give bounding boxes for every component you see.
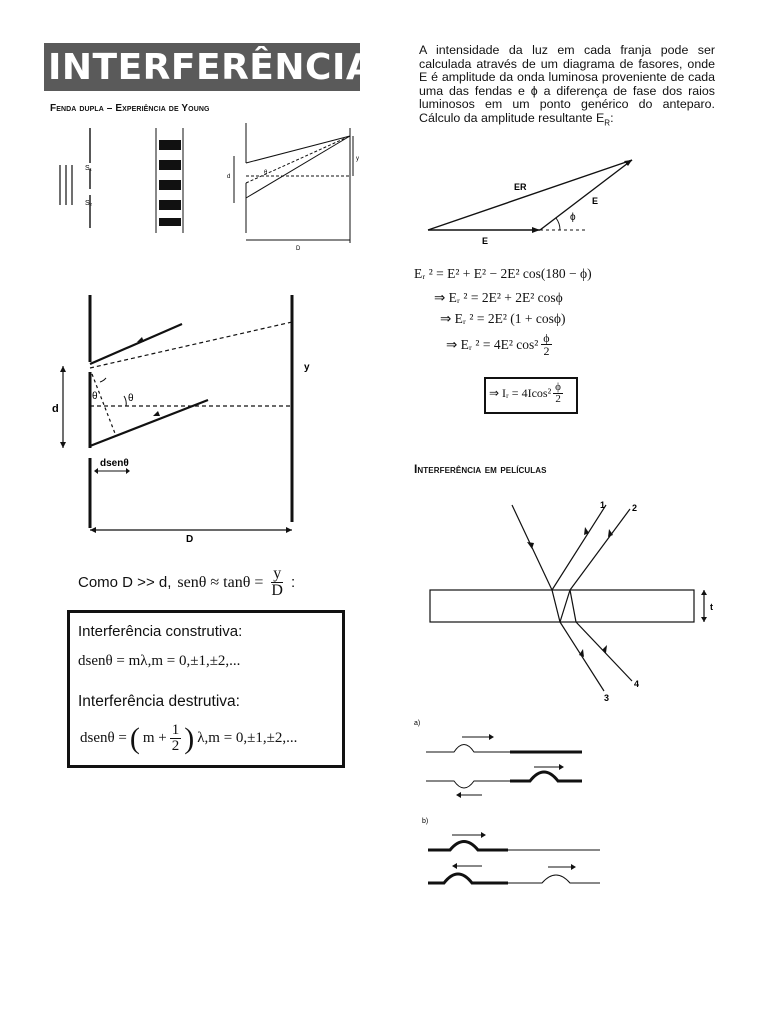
pulse-reflection-figure xyxy=(410,715,610,895)
film-heading xyxy=(414,462,547,476)
half-fraction xyxy=(170,723,182,754)
label-y: y xyxy=(304,362,310,373)
pulse-b-reflected xyxy=(428,874,508,883)
phasor-label-phi: ϕ xyxy=(570,212,576,223)
label-theta-1: θ xyxy=(92,391,98,402)
path-difference-figure xyxy=(48,290,318,545)
intensity-sub: R xyxy=(604,118,611,128)
ray-label-1: 1 xyxy=(600,500,606,510)
internal-reflected-ray xyxy=(560,590,570,622)
pulse-a-incident xyxy=(426,745,510,753)
transmitted-ray-3 xyxy=(560,622,604,691)
eq4-num: ϕ xyxy=(543,331,550,345)
label-s2: S₂ xyxy=(85,200,93,207)
dashed-ray xyxy=(90,322,292,368)
small-label-y: y xyxy=(356,156,359,162)
small-label-theta: θ xyxy=(264,170,268,176)
small-label-D: D xyxy=(296,246,301,252)
phasor-label-e1: E xyxy=(482,236,489,246)
pulse-a-reflected xyxy=(426,781,510,788)
label-theta-2: θ xyxy=(128,393,134,404)
approx-fraction xyxy=(269,566,285,599)
label-dsen: dsenθ xyxy=(100,458,129,469)
label-d: d xyxy=(52,403,59,415)
constructive-title: Interferência construtiva: xyxy=(78,623,243,640)
equation-2: ⇒ Eᵣ ² = 2E² + 2E² cosϕ xyxy=(434,290,563,305)
ir-num: ϕ xyxy=(555,381,561,393)
approximation-line xyxy=(78,566,295,599)
equation-1: Eᵣ ² = E² + E² − 2E² cos(180 − ϕ) xyxy=(414,266,592,281)
ray-label-3: 3 xyxy=(604,693,610,703)
ray-label-4: 4 xyxy=(634,679,640,689)
lower-ray xyxy=(90,400,208,446)
fringe-pattern xyxy=(156,128,183,233)
young-heading-text: Fenda dupla – Experiência de Young xyxy=(50,103,210,114)
ir-den: 2 xyxy=(555,393,561,405)
intensity-text: A intensidade da luz em cada franja pode ser calculada através de um diagrama de fasores, onde E é amplitude da onda luminosa proveniente de cada uma das fendas e ϕ a diferença de fase dos raios luminosos em um ponto genérico do anteparo. Cálculo da amplitude resultante E xyxy=(419,43,715,125)
ray-label-2: 2 xyxy=(632,503,638,513)
intensity-end: : xyxy=(610,110,614,125)
page-title: INTERFERÊNCIA xyxy=(44,43,360,91)
approx-prefix: Como D >> d, xyxy=(78,574,172,591)
equation-3: ⇒ Eᵣ ² = 2E² (1 + cosϕ) xyxy=(440,311,566,326)
geometry-small xyxy=(234,123,353,243)
phasor-label-e2: E xyxy=(592,196,599,206)
destructive-equation xyxy=(80,723,297,754)
destructive-post: λ,m = 0,±1,±2,... xyxy=(197,730,298,746)
approx-den: D xyxy=(271,582,283,599)
phasor-er xyxy=(428,160,632,230)
label-s1: S₁ xyxy=(85,165,93,172)
left-paren: ( xyxy=(129,721,140,755)
ir-fraction xyxy=(553,382,563,405)
right-paren: ) xyxy=(184,721,195,755)
pulse-a-transmitted xyxy=(510,772,582,781)
constructive-equation: dsenθ = mλ,m = 0,±1,±2,... xyxy=(78,653,241,669)
upper-ray xyxy=(90,324,182,364)
thickness-label: t xyxy=(710,602,713,612)
pulse-label-b: b) xyxy=(422,818,429,825)
intensity-paragraph xyxy=(419,44,715,130)
thin-film-figure xyxy=(420,495,730,710)
pulse-label-a: a) xyxy=(414,720,421,727)
approx-suffix: : xyxy=(290,574,296,591)
half-num: 1 xyxy=(171,722,180,738)
ir-equation xyxy=(489,382,563,405)
small-label-d: d xyxy=(227,174,231,180)
perpendicular-line xyxy=(92,374,116,436)
approx-expr: senθ ≈ tanθ = xyxy=(177,573,264,591)
young-experiment-figure xyxy=(50,118,370,253)
destructive-m: m + xyxy=(142,730,167,746)
half-den: 2 xyxy=(171,738,180,754)
eq4-den: 2 xyxy=(543,344,550,358)
young-heading xyxy=(50,103,210,114)
approx-num: y xyxy=(273,565,282,582)
equation-4 xyxy=(446,332,552,357)
film-heading-text: Interferência em películas xyxy=(414,462,547,476)
pulse-b-transmitted xyxy=(508,875,600,883)
ir-pre: ⇒ Iᵣ = 4Icos² xyxy=(489,386,552,400)
refracted-ray xyxy=(552,590,560,622)
phasor-diagram xyxy=(420,152,640,247)
reflected-ray-2 xyxy=(570,509,630,590)
equation-4-text: ⇒ Eᵣ ² = 4E² cos² xyxy=(446,336,539,352)
destructive-title: Interferência destrutiva: xyxy=(78,693,240,710)
interference-conditions-box xyxy=(67,610,345,768)
label-D: D xyxy=(186,534,194,545)
source-lines xyxy=(60,165,72,205)
phasor-e2 xyxy=(540,160,632,230)
phasor-label-er: ER xyxy=(514,182,527,192)
intensity-result-box xyxy=(484,377,578,414)
destructive-pre: dsenθ = xyxy=(80,730,127,746)
equation-4-fraction xyxy=(541,332,551,357)
pulse-b-incident xyxy=(428,842,508,851)
